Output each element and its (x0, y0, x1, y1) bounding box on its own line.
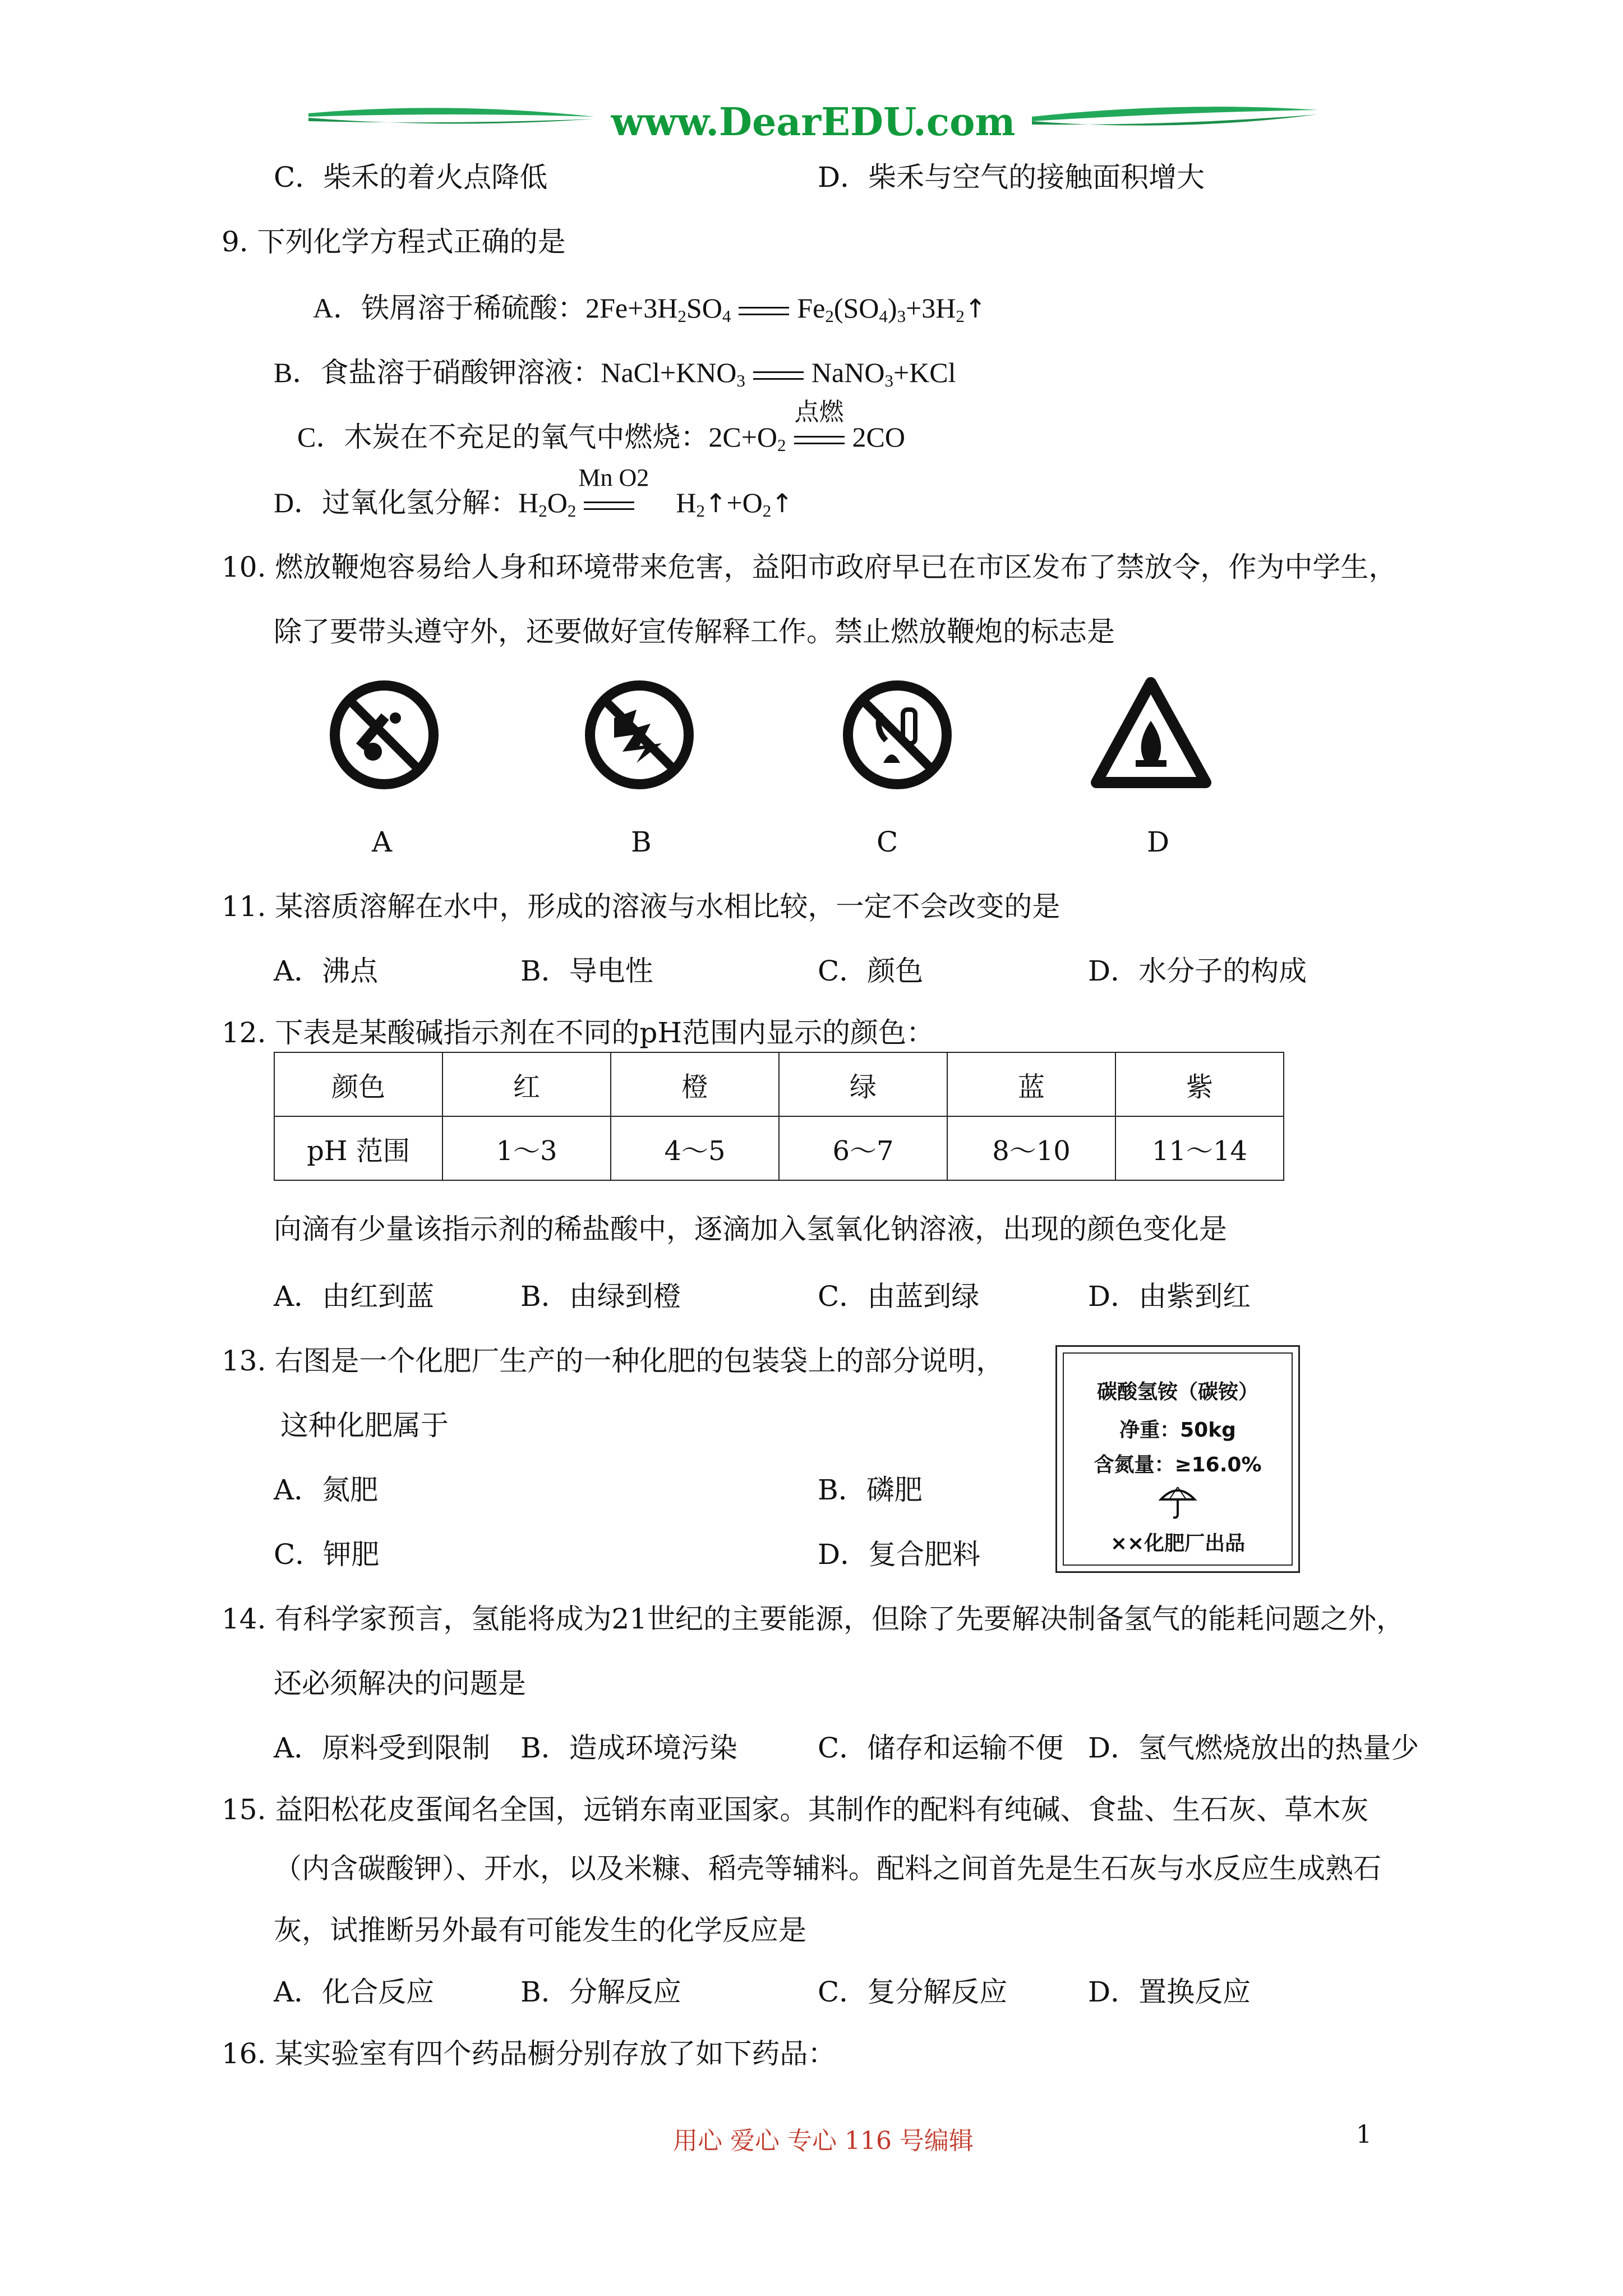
q9-stem: 9. 下列化学方程式正确的是 (222, 226, 566, 258)
q9-option-c: C．木炭在不充足的氧气中燃烧：$2C+O_2$ 点燃 2CO (297, 398, 905, 455)
table-cell: 6～7 (779, 1116, 947, 1180)
gas-arrow-icon: ↑ (704, 488, 727, 518)
equals-sign-icon: Mn O2 (584, 495, 634, 517)
table-cell: 红 (442, 1052, 611, 1116)
q12-question: 向滴有少量该指示剂的稀盐酸中，逐滴加入氢氧化钠溶液，出现的颜色变化是 (274, 1213, 1227, 1245)
sign-label-d: D (1147, 826, 1170, 858)
q12-option-d: D．由紫到红 (1088, 1280, 1251, 1313)
q13-option-a: A．氮肥 (274, 1474, 379, 1506)
table-cell: 蓝 (947, 1052, 1115, 1116)
q11-option-c: C．颜色 (818, 955, 924, 987)
equals-sign-icon: 点燃 (794, 429, 845, 452)
fertilizer-label (1055, 1345, 1300, 1573)
gas-arrow-icon: ↑ (771, 488, 793, 518)
q15-option-d: D．置换反应 (1088, 1976, 1251, 2008)
fertilizer-weight: 净重：50kg (1119, 1419, 1236, 1442)
q12-option-c: C．由蓝到绿 (818, 1280, 980, 1313)
sign-label-a: A (372, 826, 393, 858)
table-cell: 绿 (779, 1052, 947, 1116)
q11-stem: 11. 某溶质溶解在水中，形成的溶液与水相比较，一定不会改变的是 (222, 890, 1061, 923)
q8-option-c: C．柴禾的着火点降低 (274, 161, 548, 194)
q10-line-1: 10. 燃放鞭炮容易给人身和环境带来危害，益阳市政府早已在市区发布了禁放令，作为中学生， (222, 551, 1397, 583)
q14-option-b: B．造成环境污染 (520, 1732, 737, 1764)
q9-option-a: A．铁屑溶于稀硫酸：$2Fe+3H_2SO_4$ $Fe_2(SO_4)_3+3H_2↑$ (313, 292, 986, 326)
q14-line-2: 还必须解决的问题是 (274, 1667, 526, 1700)
umbrella-keep-dry-icon (1064, 1481, 1292, 1521)
indicator-color-table (274, 1052, 1284, 1181)
q13-option-c: C．钾肥 (274, 1538, 380, 1571)
q15-line-1: 15. 益阳松花皮蛋闻名全国，远销东南亚国家。其制作的配料有纯碱、食盐、生石灰、草木灰 (222, 1793, 1369, 1826)
table-cell: 4～5 (611, 1116, 779, 1180)
q13-line-2: 这种化肥属于 (280, 1409, 449, 1442)
q11-option-a: A．沸点 (274, 955, 379, 987)
table-row (274, 1052, 1284, 1116)
sign-label-c: C (877, 826, 898, 858)
q15-option-c: C．复分解反应 (818, 1976, 1008, 2008)
q15-option-a: A．化合反应 (274, 1976, 435, 2008)
no-fire-prohibition-icon (841, 679, 953, 793)
equals-sign-icon (753, 365, 804, 387)
q13-option-d: D．复合肥料 (818, 1538, 981, 1571)
q15-option-b: B．分解反应 (520, 1976, 681, 2008)
page-footer: 用心 爱心 专心 116 号编辑 (673, 2127, 974, 2155)
table-cell: pH 范围 (274, 1116, 442, 1180)
equals-sign-icon (739, 300, 789, 323)
table-cell: 1～3 (442, 1116, 611, 1180)
q16-stem: 16. 某实验室有四个药品橱分别存放了如下药品： (222, 2037, 836, 2070)
q8-option-d: D．柴禾与空气的接触面积增大 (818, 161, 1205, 194)
q12-option-b: B．由绿到橙 (520, 1280, 681, 1313)
q14-option-c: C．储存和运输不便 (818, 1732, 1064, 1764)
no-smoking-prohibition-icon (328, 679, 440, 793)
q9-option-b: B．食盐溶于硝酸钾溶液：$NaCl+KNO_3$ NaNO$_3$+KCl (274, 357, 956, 390)
q14-option-a: A．原料受到限制 (274, 1732, 491, 1764)
q11-option-d: D．水分子的构成 (1088, 955, 1307, 987)
fertilizer-nitrogen: 含氮量：≥16.0% (1094, 1453, 1262, 1476)
table-cell: 颜色 (274, 1052, 442, 1116)
q9-option-d: D．过氧化氢分解：$H_2O_2$ Mn O2 $H_2↑+O_2↑$ (274, 463, 793, 521)
table-cell: 11～14 (1115, 1116, 1284, 1180)
q15-line-3: 灰，试推断另外最有可能发生的化学反应是 (274, 1914, 806, 1947)
q12-option-a: A．由红到蓝 (274, 1280, 435, 1313)
q13-line-1: 13. 右图是一个化肥厂生产的一种化肥的包装袋上的部分说明， (222, 1345, 1004, 1377)
page-number: 1 (1356, 2120, 1372, 2149)
q14-option-d: D．氢气燃烧放出的热量少 (1088, 1732, 1419, 1764)
fertilizer-maker: ××化肥厂出品 (1110, 1532, 1246, 1555)
table-cell: 紫 (1115, 1052, 1284, 1116)
fertilizer-label-inner (1063, 1352, 1293, 1566)
q15-line-2: （内含碳酸钾）、开水，以及米糠、稻壳等辅料。配料之间首先是生石灰与水反应生成熟石 (274, 1852, 1381, 1885)
q13-option-b: B．磷肥 (818, 1474, 923, 1506)
q10-line-2: 除了要带头遵守外，还要做好宣传解释工作。禁止燃放鞭炮的标志是 (274, 615, 1115, 648)
site-url: www.DearEDU.com (611, 100, 1016, 145)
q12-stem: 12. 下表是某酸碱指示剂在不同的pH范围内显示的颜色： (222, 1016, 935, 1049)
sign-label-b: B (631, 826, 652, 858)
no-firecracker-prohibition-icon (583, 679, 695, 793)
gas-arrow-icon: ↑ (964, 293, 986, 324)
table-cell: 橙 (611, 1052, 779, 1116)
flammable-warning-icon (1091, 676, 1211, 790)
q14-line-1: 14. 有科学家预言，氢能将成为21世纪的主要能源，但除了先要解决制备氢气的能耗问题之外， (222, 1603, 1405, 1635)
table-row (274, 1116, 1284, 1180)
site-header (303, 90, 1324, 157)
table-cell: 8～10 (947, 1116, 1115, 1180)
q11-option-b: B．导电性 (520, 955, 653, 987)
fertilizer-name: 碳酸氢铵（碳铵） (1096, 1381, 1258, 1404)
